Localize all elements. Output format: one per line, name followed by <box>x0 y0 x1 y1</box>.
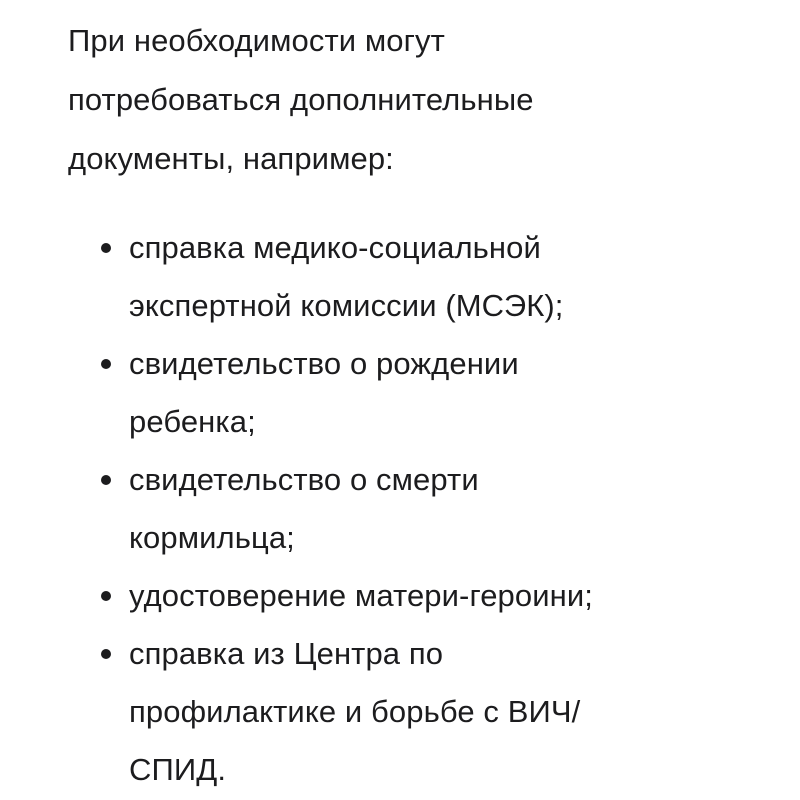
list-item <box>68 567 708 625</box>
bullet-icon <box>101 359 111 369</box>
list-item-text: справка из Центра по профилактике и борьбе с ВИЧ/ СПИД. <box>129 636 581 787</box>
bullet-icon <box>101 243 111 253</box>
bullet-icon <box>101 649 111 659</box>
list-item-text: удостоверение матери-героини; <box>129 578 593 613</box>
list-item <box>68 335 708 451</box>
intro-paragraph: При необходимости могут потребоваться дополнительные документы, например: <box>68 23 534 176</box>
bullet-icon <box>101 475 111 485</box>
content-area <box>68 0 768 787</box>
list-item <box>68 625 708 799</box>
list-item-text: справка медико-социальной экспертной комиссии (МСЭК); <box>129 230 564 323</box>
documents-list <box>68 219 708 799</box>
list-item <box>68 219 708 335</box>
list-item-text: свидетельство о смерти кормильца; <box>129 462 479 555</box>
bullet-icon <box>101 591 111 601</box>
list-item-text: свидетельство о рождении ребенка; <box>129 346 519 439</box>
list-item <box>68 451 708 567</box>
